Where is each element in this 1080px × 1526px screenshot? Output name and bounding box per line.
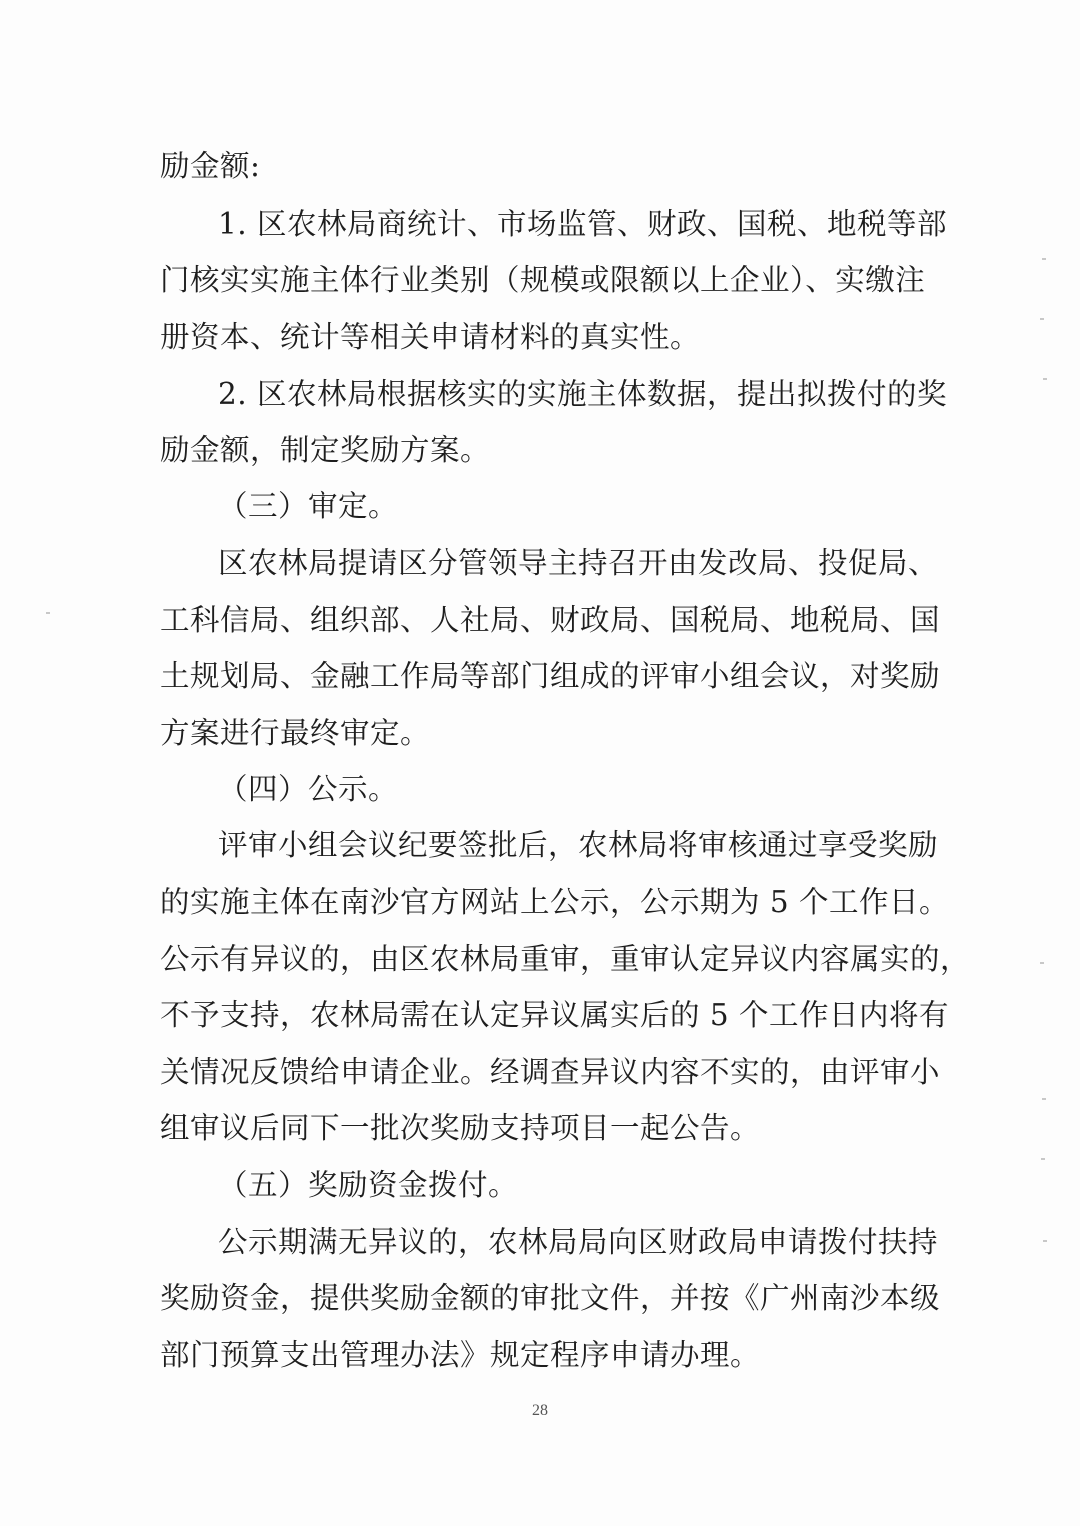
text-line: 土规划局、金融工作局等部门组成的评审小组会议，对奖励 [160,659,941,693]
text-line: 公示期满无异议的，农林局局向区财政局申请拨付扶持 [218,1225,939,1259]
scan-speck [1040,318,1044,320]
text-line: 公示有异议的，由区农林局重审，重审认定异议内容属实的， [160,942,971,976]
text-line: 的实施主体在南沙官方网站上公示，公示期为 5 个工作日。 [160,885,950,919]
text-line: 评审小组会议纪要签批后，农林局将审核通过享受奖励 [218,828,939,862]
section-heading: （三）审定。 [218,489,399,523]
scan-speck [1040,962,1044,964]
text-line: 关情况反馈给申请企业。经调查异议内容不实的，由评审小 [160,1055,941,1089]
text-line: 不予支持，农林局需在认定异议属实后的 5 个工作日内将有 [160,998,950,1032]
text-line: 区农林局提请区分管领导主持召开由发改局、投促局、 [218,546,939,580]
text-line: 门核实实施主体行业类别（规模或限额以上企业）、实缴注 [160,263,926,297]
scan-speck [1043,378,1047,380]
text-line: 册资本、统计等相关申请材料的真实性。 [160,320,701,354]
scan-speck [1041,1158,1045,1160]
text-line: 奖励资金，提供奖励金额的审批文件，并按《广州南沙本级 [160,1281,941,1315]
text-line: 工科信局、组织部、人社局、财政局、国税局、地税局、国 [160,603,941,637]
text-line: 1. 区农林局商统计、市场监管、财政、国税、地税等部 [218,207,948,241]
text-line: 励金额，制定奖励方案。 [160,433,491,467]
scan-speck [1042,258,1046,260]
scan-speck [1043,1240,1047,1242]
text-line: 部门预算支出管理办法》规定程序申请办理。 [160,1338,761,1372]
scan-speck [1042,1098,1046,1100]
page-number: 28 [532,1402,548,1419]
scan-speck [46,612,50,614]
section-heading: （四）公示。 [218,772,399,806]
text-line: 励金额: [160,149,261,183]
text-line: 方案进行最终审定。 [160,716,431,750]
text-line: 组审议后同下一批次奖励支持项目一起公告。 [160,1111,761,1145]
text-line: 2. 区农林局根据核实的实施主体数据，提出拟拨付的奖 [218,377,948,411]
section-heading: （五）奖励资金拨付。 [218,1168,519,1202]
